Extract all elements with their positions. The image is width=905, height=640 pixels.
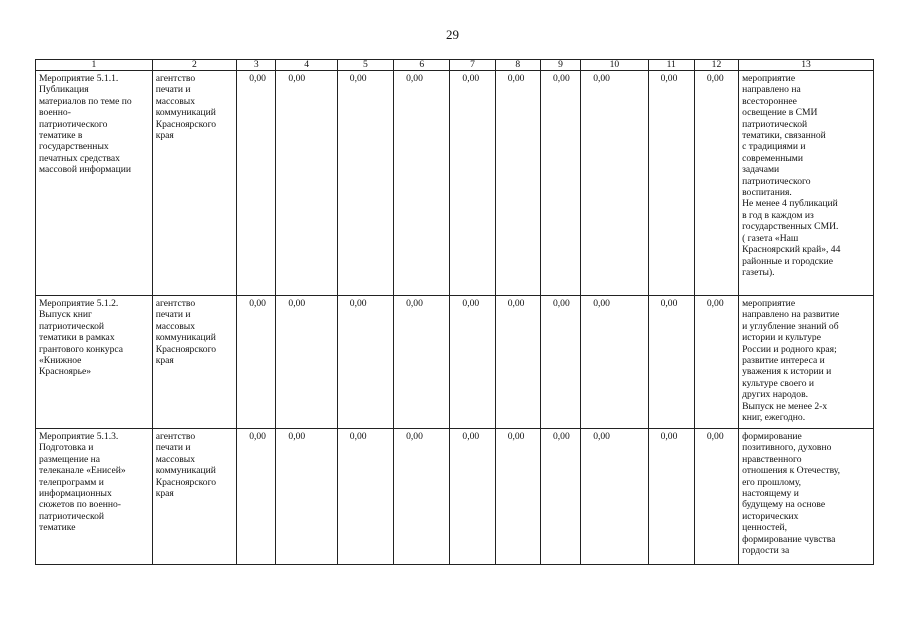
column-number: 5 [337,60,393,71]
value-cell: 0,00 [450,71,495,296]
value-cell: 0,00 [450,296,495,429]
column-number: 7 [450,60,495,71]
result-cell: формирование позитивного, духовно нравственного отношения к Отечеству, его прошлому, настоящему и будущему на основе исторических ценностей, формирование чувства гордости за [739,429,874,565]
column-number: 1 [36,60,153,71]
value-cell: 0,00 [276,429,337,565]
table-row [36,296,874,429]
value-cell: 0,00 [337,71,393,296]
column-number: 4 [276,60,337,71]
value-cell: 0,00 [540,71,580,296]
result-cell: мероприятие направлено на всестороннее освещение в СМИ патриотической тематики, связанной с традициями и современными задачами патриотического воспитания. Не менее 4 публикаций в год в каждом из государственных СМИ. ( газета «Наш Красноярский край», 44 районные и городские газеты). [739,71,874,296]
value-cell: 0,00 [495,429,540,565]
value-cell: 0,00 [648,429,694,565]
column-number: 13 [739,60,874,71]
column-number-header [36,60,874,71]
value-cell: 0,00 [581,296,648,429]
executor-cell: агентство печати и массовых коммуникаций Красноярского края [152,296,237,429]
value-cell: 0,00 [237,71,276,296]
value-cell: 0,00 [694,71,738,296]
column-number: 2 [152,60,237,71]
value-cell: 0,00 [337,296,393,429]
value-cell: 0,00 [581,429,648,565]
column-number: 8 [495,60,540,71]
activity-cell: Мероприятие 5.1.3. Подготовка и размещение на телеканале «Енисей» телепрограмм и информационных сюжетов по военно- патриотической тематике [36,429,153,565]
value-cell: 0,00 [450,429,495,565]
value-cell: 0,00 [540,429,580,565]
value-cell: 0,00 [237,429,276,565]
value-cell: 0,00 [648,296,694,429]
column-number: 9 [540,60,580,71]
table-row [36,429,874,565]
value-cell: 0,00 [394,429,450,565]
value-cell: 0,00 [495,296,540,429]
value-cell: 0,00 [276,71,337,296]
value-cell: 0,00 [276,296,337,429]
activity-cell: Мероприятие 5.1.1. Публикация материалов по теме по военно- патриотического тематике в государственных печатных средствах массовой информации [36,71,153,296]
value-cell: 0,00 [394,71,450,296]
value-cell: 0,00 [648,71,694,296]
activity-cell: Мероприятие 5.1.2. Выпуск книг патриотической тематики в рамках грантового конкурса «Книжное Красноярье» [36,296,153,429]
table-row [36,71,874,296]
program-activities-table [35,59,874,565]
column-number: 11 [648,60,694,71]
executor-cell: агентство печати и массовых коммуникаций Красноярского края [152,71,237,296]
page-number: 29 [446,27,459,42]
value-cell: 0,00 [694,429,738,565]
value-cell: 0,00 [581,71,648,296]
value-cell: 0,00 [540,296,580,429]
column-number: 10 [581,60,648,71]
value-cell: 0,00 [237,296,276,429]
value-cell: 0,00 [495,71,540,296]
value-cell: 0,00 [394,296,450,429]
result-cell: мероприятие направлено на развитие и углубление знаний об истории и культуре России и родного края; развитие интереса и уважения к истории и культуре своего и других народов. Выпуск не менее 2-х книг, ежегодно. [739,296,874,429]
column-number: 12 [694,60,738,71]
value-cell: 0,00 [337,429,393,565]
column-number: 6 [394,60,450,71]
column-number: 3 [237,60,276,71]
executor-cell: агентство печати и массовых коммуникаций Красноярского края [152,429,237,565]
value-cell: 0,00 [694,296,738,429]
